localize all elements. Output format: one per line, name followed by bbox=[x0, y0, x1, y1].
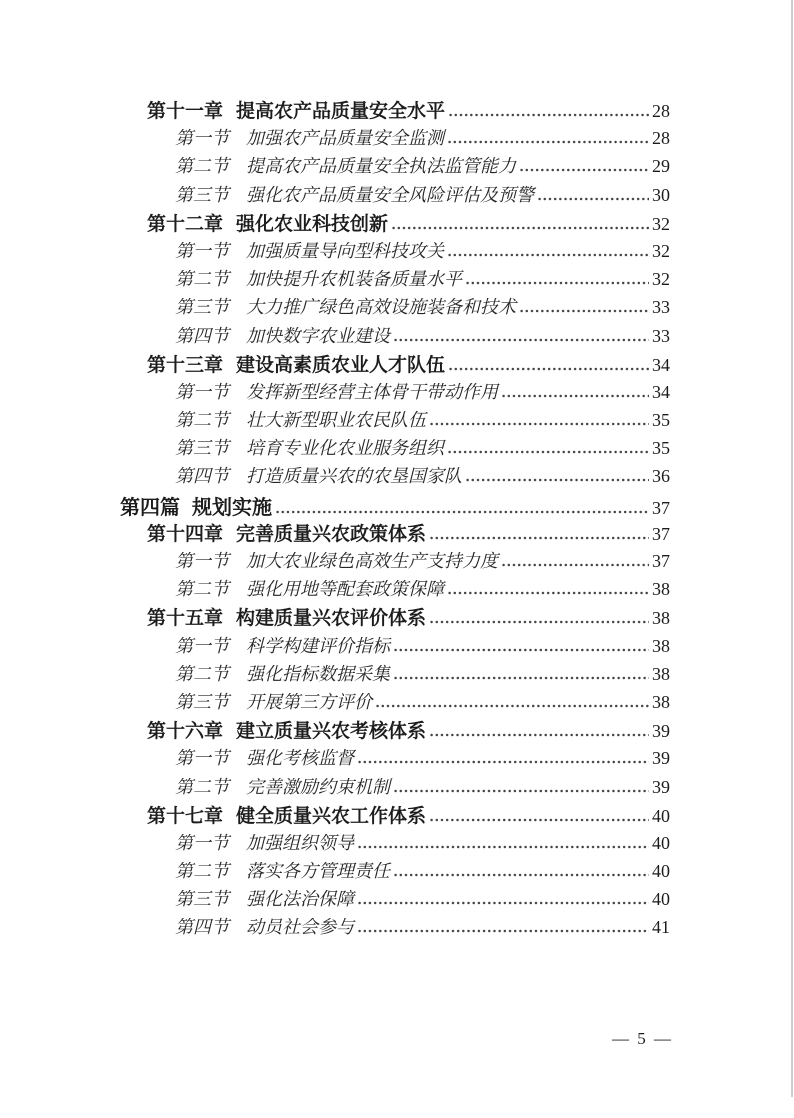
entry-page-number: 40 bbox=[652, 832, 670, 853]
entry-page-number: 35 bbox=[652, 410, 670, 431]
entry-title: 加快数字农业建设 bbox=[246, 325, 390, 346]
toc-entry-chapter bbox=[0, 716, 670, 744]
toc-list bbox=[0, 96, 670, 942]
toc-entry-section bbox=[0, 885, 670, 913]
dot-leader bbox=[465, 478, 649, 482]
entry-number-label: 第一节 bbox=[175, 240, 229, 261]
page-number-footer: — 5 — bbox=[612, 1029, 673, 1048]
dot-leader bbox=[429, 620, 649, 624]
entry-title: 完善质量兴农政策体系 bbox=[236, 523, 427, 545]
toc-entry-section bbox=[0, 237, 670, 265]
dot-leader bbox=[448, 113, 649, 117]
toc-entry-chapter bbox=[0, 519, 670, 547]
dot-leader bbox=[393, 676, 649, 680]
entry-page-number: 32 bbox=[652, 240, 670, 261]
entry-page-number: 30 bbox=[652, 184, 670, 205]
entry-number-label: 第十四章 bbox=[147, 523, 224, 545]
dot-leader bbox=[447, 591, 649, 595]
entry-number-label: 第十五章 bbox=[147, 608, 224, 630]
entry-page-number: 39 bbox=[652, 776, 670, 797]
toc-entry-section bbox=[0, 744, 670, 772]
dot-leader bbox=[357, 845, 649, 849]
entry-page-number: 34 bbox=[652, 381, 670, 402]
entry-title: 加强质量导向型科技攻关 bbox=[246, 240, 444, 261]
toc-entry-section bbox=[0, 575, 670, 603]
entry-number-label: 第三节 bbox=[175, 691, 229, 712]
toc-entry-section bbox=[0, 124, 670, 152]
dot-leader bbox=[537, 197, 649, 201]
entry-title: 健全质量兴农工作体系 bbox=[236, 805, 427, 827]
entry-page-number: 37 bbox=[652, 497, 670, 518]
entry-title: 强化用地等配套政策保障 bbox=[246, 579, 444, 600]
toc-entry-section bbox=[0, 378, 670, 406]
dot-leader bbox=[393, 873, 649, 877]
entry-page-number: 28 bbox=[652, 101, 670, 121]
entry-title: 提高农产品质量安全水平 bbox=[236, 101, 446, 122]
entry-number-label: 第三节 bbox=[175, 889, 229, 910]
entry-number-label: 第二节 bbox=[175, 410, 229, 431]
entry-page-number: 36 bbox=[652, 466, 670, 487]
toc-entry-section bbox=[0, 181, 670, 209]
toc-entry-section bbox=[0, 773, 670, 801]
dot-leader bbox=[429, 422, 649, 426]
dot-leader bbox=[357, 760, 649, 764]
toc-entry-section bbox=[0, 434, 670, 462]
entry-title: 强化法治保障 bbox=[246, 889, 354, 910]
entry-page-number: 40 bbox=[652, 889, 670, 910]
entry-title: 开展第三方评价 bbox=[246, 691, 372, 712]
dot-leader bbox=[447, 253, 649, 257]
entry-page-number: 41 bbox=[652, 917, 670, 938]
entry-title: 落实各方管理责任 bbox=[246, 861, 390, 882]
entry-title: 强化农业科技创新 bbox=[236, 213, 389, 235]
scan-edge-line bbox=[791, 0, 793, 1097]
toc-entry-section bbox=[0, 462, 670, 490]
entry-number-label: 第十一章 bbox=[147, 101, 224, 122]
dot-leader bbox=[448, 367, 649, 371]
entry-title: 强化指标数据采集 bbox=[246, 663, 390, 684]
toc-entry-section bbox=[0, 152, 670, 180]
entry-page-number: 37 bbox=[652, 551, 670, 571]
entry-title: 建立质量兴农考核体系 bbox=[236, 721, 427, 743]
entry-title: 大力推广绿色高效设施装备和技术 bbox=[246, 297, 516, 318]
toc-entry-section bbox=[0, 322, 670, 350]
entry-number-label: 第二节 bbox=[175, 156, 229, 177]
dot-leader bbox=[393, 338, 649, 342]
entry-page-number: 32 bbox=[652, 269, 670, 290]
entry-page-number: 37 bbox=[652, 523, 670, 544]
toc-entry-section bbox=[0, 688, 670, 716]
dot-leader bbox=[429, 818, 649, 822]
entry-page-number: 40 bbox=[652, 861, 670, 882]
entry-page-number: 32 bbox=[652, 213, 670, 234]
dot-leader bbox=[429, 733, 649, 737]
entry-page-number: 39 bbox=[652, 748, 670, 769]
toc-entry-section bbox=[0, 265, 670, 293]
entry-number-label: 第二节 bbox=[175, 269, 229, 290]
dot-leader bbox=[375, 704, 649, 708]
dot-leader bbox=[519, 309, 649, 313]
dot-leader bbox=[465, 281, 649, 285]
entry-title: 打造质量兴农的农垦国家队 bbox=[246, 466, 462, 487]
dot-leader bbox=[429, 536, 649, 540]
dot-leader bbox=[501, 394, 649, 398]
dot-leader bbox=[447, 140, 649, 144]
entry-page-number: 38 bbox=[652, 691, 670, 712]
toc-entry-section bbox=[0, 829, 670, 857]
dot-leader bbox=[357, 929, 649, 933]
dot-leader bbox=[393, 648, 649, 652]
toc-entry-chapter bbox=[0, 96, 670, 124]
entry-page-number: 33 bbox=[652, 325, 670, 346]
entry-number-label: 第一节 bbox=[175, 635, 229, 656]
toc-entry-part bbox=[0, 491, 670, 519]
dot-leader bbox=[391, 226, 649, 230]
toc-entry-chapter bbox=[0, 603, 670, 631]
entry-title: 科学构建评价指标 bbox=[246, 635, 390, 656]
entry-number-label: 第二节 bbox=[175, 579, 229, 600]
dot-leader bbox=[519, 168, 649, 172]
entry-page-number: 39 bbox=[652, 721, 670, 742]
entry-title: 发挥新型经营主体骨干带动作用 bbox=[246, 381, 498, 402]
toc-entry-section bbox=[0, 632, 670, 660]
entry-page-number: 38 bbox=[652, 635, 670, 656]
toc-entry-section bbox=[0, 406, 670, 434]
entry-page-number: 35 bbox=[652, 438, 670, 459]
entry-title: 加快提升农机装备质量水平 bbox=[246, 269, 462, 290]
entry-title: 培育专业化农业服务组织 bbox=[246, 438, 444, 459]
entry-title: 提高农产品质量安全执法监管能力 bbox=[246, 156, 516, 177]
entry-page-number: 40 bbox=[652, 805, 670, 826]
entry-title: 动员社会参与 bbox=[246, 917, 354, 938]
toc-entry-section bbox=[0, 913, 670, 941]
toc-entry-chapter bbox=[0, 209, 670, 237]
entry-number-label: 第二节 bbox=[175, 663, 229, 684]
toc-entry-section bbox=[0, 660, 670, 688]
entry-number-label: 第四节 bbox=[175, 466, 229, 487]
entry-title: 完善激励约束机制 bbox=[246, 776, 390, 797]
toc-entry-section bbox=[0, 857, 670, 885]
toc-entry-section bbox=[0, 547, 670, 575]
entry-title: 加强农产品质量安全监测 bbox=[246, 128, 444, 149]
entry-page-number: 38 bbox=[652, 608, 670, 629]
dot-leader bbox=[501, 563, 649, 567]
dot-leader bbox=[447, 450, 649, 454]
toc-entry-section bbox=[0, 293, 670, 321]
entry-number-label: 第一节 bbox=[175, 748, 229, 769]
entry-page-number: 28 bbox=[652, 128, 670, 149]
entry-number-label: 第三节 bbox=[175, 297, 229, 318]
entry-title: 壮大新型职业农民队伍 bbox=[246, 410, 426, 431]
entry-title: 加大农业绿色高效生产支持力度 bbox=[246, 551, 498, 571]
entry-number-label: 第二节 bbox=[175, 861, 229, 882]
entry-number-label: 第三节 bbox=[175, 438, 229, 459]
toc-entry-chapter bbox=[0, 350, 670, 378]
entry-page-number: 38 bbox=[652, 579, 670, 600]
entry-page-number: 38 bbox=[652, 663, 670, 684]
entry-number-label: 第一节 bbox=[175, 381, 229, 402]
entry-number-label: 第十六章 bbox=[147, 721, 224, 743]
entry-title: 强化农产品质量安全风险评估及预警 bbox=[246, 184, 534, 205]
dot-leader bbox=[275, 510, 649, 514]
entry-page-number: 29 bbox=[652, 156, 670, 177]
entry-title: 加强组织领导 bbox=[246, 832, 354, 853]
entry-title: 强化考核监督 bbox=[246, 748, 354, 769]
entry-number-label: 第十三章 bbox=[147, 354, 224, 376]
entry-number-label: 第二节 bbox=[175, 776, 229, 797]
entry-number-label: 第三节 bbox=[175, 184, 229, 205]
entry-number-label: 第四节 bbox=[175, 325, 229, 346]
entry-page-number: 33 bbox=[652, 297, 670, 318]
toc-entry-chapter bbox=[0, 801, 670, 829]
entry-number-label: 第一节 bbox=[175, 551, 229, 571]
dot-leader bbox=[393, 789, 649, 793]
entry-number-label: 第一节 bbox=[175, 832, 229, 853]
entry-title: 规划实施 bbox=[192, 496, 272, 519]
entry-number-label: 第十二章 bbox=[147, 213, 224, 235]
entry-number-label: 第十七章 bbox=[147, 805, 224, 827]
entry-number-label: 第四节 bbox=[175, 917, 229, 938]
dot-leader bbox=[357, 901, 649, 905]
entry-page-number: 34 bbox=[652, 354, 670, 375]
entry-number-label: 第四篇 bbox=[120, 496, 180, 519]
entry-number-label: 第一节 bbox=[175, 128, 229, 149]
entry-title: 构建质量兴农评价体系 bbox=[236, 608, 427, 630]
entry-title: 建设高素质农业人才队伍 bbox=[236, 354, 446, 376]
